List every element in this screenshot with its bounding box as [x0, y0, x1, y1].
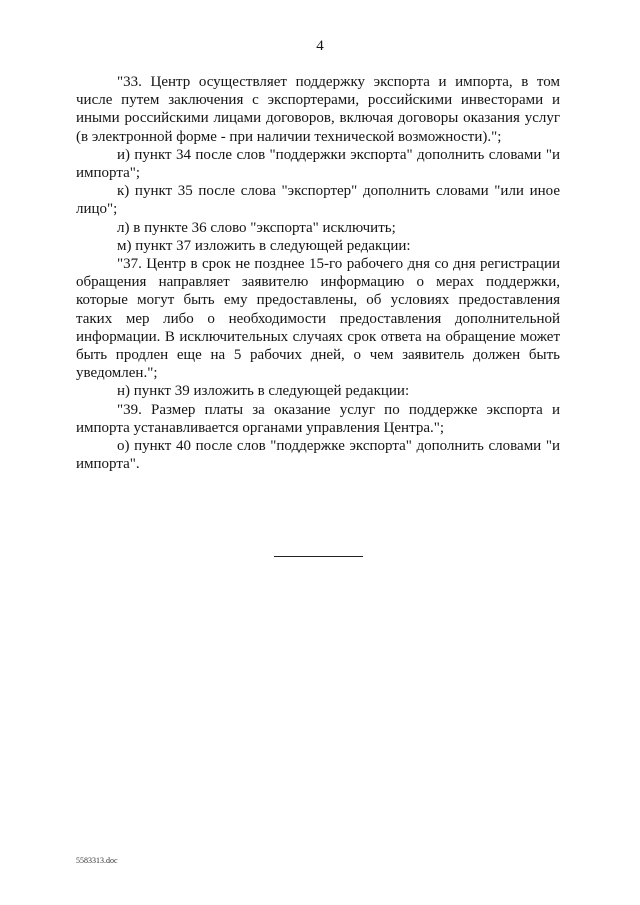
paragraph-item-n: н) пункт 39 изложить в следующей редакции:	[117, 383, 410, 400]
paragraph-clause-33: "33. Центр осуществляет поддержку экспорта и импорта, в том числе путем заключения с экспортерами, российскими инвесторами и иными российскими лицами договоров, включая договоры оказания услуг (в электронной форме - при наличии технической возможности).";	[76, 74, 560, 145]
paragraph-clause-37: "37. Центр в срок не позднее 15-го рабочего дня со дня регистрации обращения направляет заявителю информацию о мерах поддержки, которые могут быть ему предоставлены, об условиях предоставления таких мер либо о необходимости предоставления дополнительной информации. В исключительных случаях срок ответа на обращение может быть продлен еще на 5 рабочих дней, о чем заявитель должен быть уведомлен.";	[76, 256, 560, 382]
document-body	[76, 73, 560, 473]
paragraph-item-o: о) пункт 40 после слов "поддержке экспорта" дополнить словами "и импорта".	[76, 438, 560, 473]
paragraph-item-m: м) пункт 37 изложить в следующей редакции:	[117, 237, 411, 254]
paragraph-item-i: и) пункт 34 после слов "поддержки экспорта" дополнить словами "и импорта";	[76, 146, 560, 182]
paragraph-clause-39: "39. Размер платы за оказание услуг по поддержке экспорта и импорта устанавливается органами управления Центра.";	[76, 401, 560, 436]
document-file-code: 5583313.doc	[76, 856, 118, 865]
page-number: 4	[316, 38, 324, 54]
end-of-text-rule	[274, 556, 363, 557]
paragraph-item-l: л) в пункте 36 слово "экспорта" исключить;	[117, 219, 396, 236]
paragraph-item-k: к) пункт 35 после слова "экспортер" дополнить словами "или иное лицо";	[76, 183, 560, 218]
